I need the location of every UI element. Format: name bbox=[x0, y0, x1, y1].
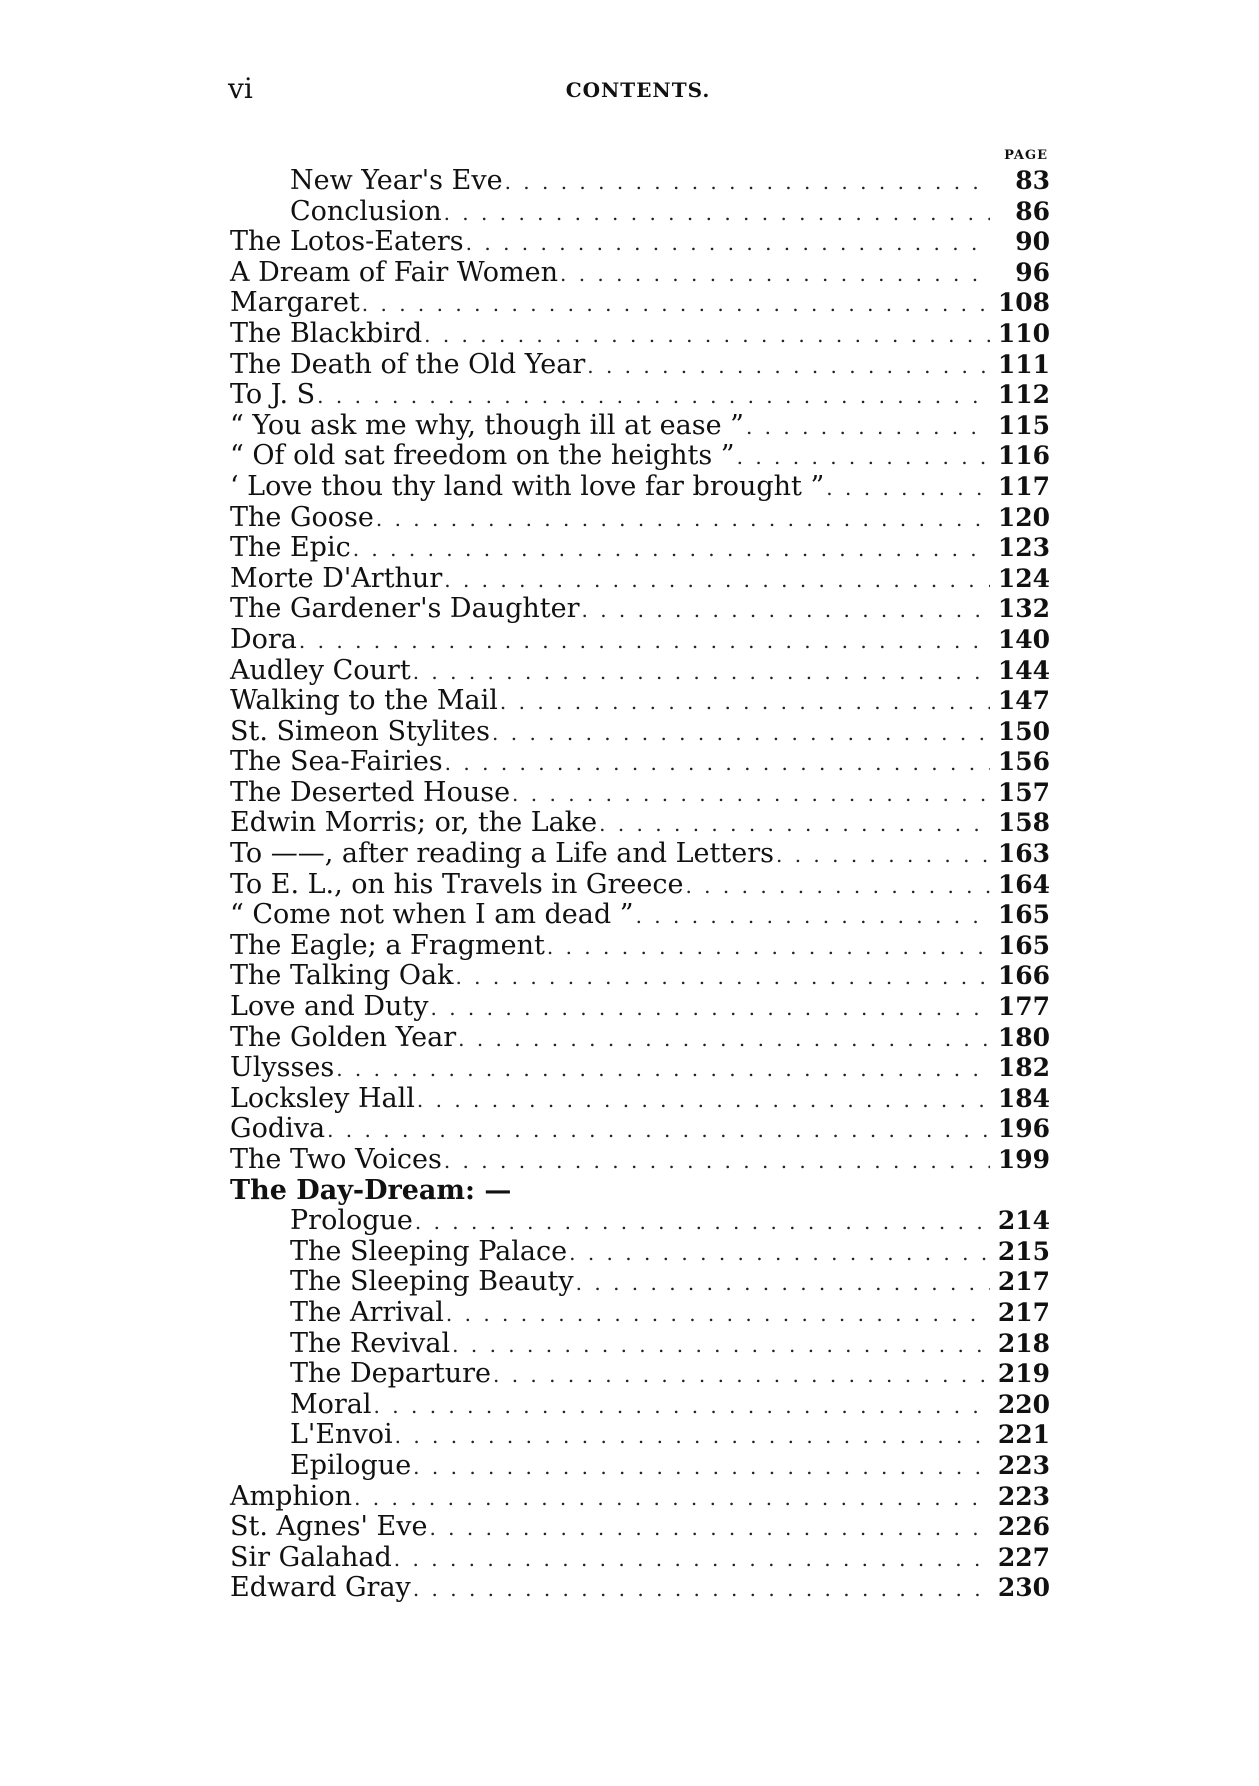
toc-entry-page: 220 bbox=[997, 1389, 1050, 1419]
dot-leader bbox=[336, 1054, 990, 1085]
toc-entry-title: The Day-Dream: — bbox=[230, 1174, 512, 1206]
toc-entry-title: “ Come not when I am dead ” bbox=[230, 899, 634, 931]
toc-entry-title: Margaret bbox=[230, 287, 360, 319]
toc-entry-title: Love and Duty bbox=[230, 991, 429, 1023]
toc-entry-page: 217 bbox=[997, 1267, 1050, 1297]
toc-entry-title: The Talking Oak bbox=[230, 960, 454, 992]
toc-entry-title: The Blackbird bbox=[230, 317, 423, 349]
dot-leader bbox=[413, 1574, 990, 1605]
toc-entry-title: The Goose bbox=[230, 501, 374, 533]
toc-entry bbox=[230, 931, 1050, 962]
toc-entry bbox=[230, 808, 1050, 839]
toc-entry-title: ‘ Love thou thy land with love far brought ” bbox=[230, 470, 825, 502]
dot-leader bbox=[452, 1330, 990, 1361]
toc-entry-title: The Death of the Old Year bbox=[230, 348, 586, 380]
toc-entry bbox=[230, 1145, 1050, 1176]
toc-entry bbox=[230, 656, 1050, 687]
dot-leader bbox=[776, 840, 990, 871]
toc-entry bbox=[230, 1237, 1050, 1268]
toc-entry bbox=[230, 1482, 1050, 1513]
toc-entry-page: 199 bbox=[997, 1145, 1050, 1174]
dot-leader bbox=[354, 1483, 990, 1514]
toc-entry-page: 164 bbox=[997, 869, 1050, 899]
dot-leader bbox=[587, 351, 990, 382]
toc-entry-page: 90 bbox=[1015, 227, 1050, 257]
toc-entry-page: 116 bbox=[997, 441, 1050, 471]
dot-leader bbox=[500, 687, 990, 718]
toc-entry-page: 124 bbox=[997, 563, 1050, 593]
toc-entry-page: 156 bbox=[997, 747, 1050, 777]
toc-entry-page: 132 bbox=[997, 594, 1050, 624]
toc-entry-page: 223 bbox=[997, 1481, 1050, 1511]
toc-entry-page: 110 bbox=[997, 318, 1050, 348]
toc-entry bbox=[230, 1573, 1050, 1604]
toc-entry-title: The Sea-Fairies bbox=[230, 746, 443, 778]
toc-entry-title: Sir Galahad bbox=[230, 1541, 392, 1573]
toc-entry-page: 215 bbox=[997, 1236, 1050, 1266]
toc-entry-title: Moral bbox=[290, 1388, 372, 1420]
toc-entry-page: 120 bbox=[997, 502, 1050, 532]
toc-entry-title: The Two Voices bbox=[230, 1144, 442, 1175]
toc-entry-title: Epilogue bbox=[290, 1449, 412, 1481]
toc-entries bbox=[230, 166, 1050, 1604]
toc-entry bbox=[230, 1084, 1050, 1115]
toc-entry bbox=[230, 961, 1050, 992]
toc-entry-title: The Epic bbox=[230, 532, 351, 564]
toc-entry bbox=[230, 1206, 1050, 1237]
toc-entry-page: 112 bbox=[997, 380, 1050, 410]
dot-leader bbox=[415, 1207, 990, 1238]
dot-leader bbox=[581, 595, 990, 626]
dot-leader bbox=[826, 473, 990, 504]
toc-entry-title: Audley Court bbox=[230, 654, 411, 686]
running-title: CONTENTS. bbox=[565, 78, 711, 102]
toc-entry bbox=[230, 1298, 1050, 1329]
toc-entry bbox=[230, 747, 1050, 778]
toc-entry-title: New Year's Eve bbox=[290, 165, 503, 196]
toc-entry-page: 111 bbox=[997, 349, 1050, 379]
dot-leader bbox=[466, 228, 990, 259]
dot-leader bbox=[569, 1238, 990, 1269]
toc-entry-title: Edward Gray bbox=[230, 1572, 411, 1604]
dot-leader bbox=[599, 809, 990, 840]
toc-entry-title: St. Simeon Stylites bbox=[230, 715, 491, 747]
toc-entry bbox=[230, 1023, 1050, 1054]
toc-entry bbox=[230, 717, 1050, 748]
toc-entry-page: 115 bbox=[997, 410, 1050, 440]
dot-leader bbox=[685, 871, 990, 902]
toc-entry bbox=[230, 350, 1050, 381]
toc-entry-title: “ Of old sat freedom on the heights ” bbox=[230, 440, 735, 472]
toc-entry-page: 147 bbox=[997, 686, 1050, 716]
toc-entry-page: 226 bbox=[997, 1512, 1050, 1542]
toc-entry-title: Morte D'Arthur bbox=[230, 562, 443, 594]
toc-entry bbox=[230, 1512, 1050, 1543]
dot-leader bbox=[376, 504, 990, 535]
toc-entry-page: 117 bbox=[997, 471, 1050, 501]
toc-entry-page: 86 bbox=[1015, 196, 1050, 226]
toc-entry-page: 196 bbox=[997, 1114, 1050, 1144]
toc-entry bbox=[230, 778, 1050, 809]
toc-entry-page: 218 bbox=[997, 1328, 1050, 1358]
toc-entry-title: To E. L., on his Travels in Greece bbox=[230, 868, 684, 900]
toc-entry bbox=[230, 441, 1050, 472]
table-of-contents bbox=[230, 146, 1050, 1604]
toc-entry bbox=[230, 594, 1050, 625]
dot-leader bbox=[576, 1268, 990, 1299]
toc-entry bbox=[230, 166, 1050, 197]
toc-entry-title: L'Envoi bbox=[290, 1419, 393, 1451]
page-header bbox=[228, 72, 1048, 112]
toc-entry bbox=[230, 1176, 1050, 1207]
toc-entry-page: 83 bbox=[1015, 166, 1050, 195]
toc-entry-page: 158 bbox=[997, 808, 1050, 838]
toc-entry-page: 96 bbox=[1015, 257, 1050, 287]
dot-leader bbox=[492, 718, 990, 749]
toc-entry-title: Edwin Morris; or, the Lake bbox=[230, 807, 598, 839]
dot-leader bbox=[362, 289, 990, 320]
toc-entry bbox=[230, 1359, 1050, 1390]
toc-entry bbox=[230, 839, 1050, 870]
toc-entry bbox=[230, 227, 1050, 258]
toc-entry-page: 165 bbox=[997, 930, 1050, 960]
dot-leader bbox=[299, 626, 990, 657]
dot-leader bbox=[444, 1146, 990, 1177]
dot-leader bbox=[424, 320, 990, 351]
toc-entry bbox=[230, 870, 1050, 901]
dot-leader bbox=[737, 442, 990, 473]
toc-entry-title: The Eagle; a Fragment bbox=[230, 929, 545, 961]
toc-entry bbox=[230, 1053, 1050, 1084]
toc-entry-title: Locksley Hall bbox=[230, 1082, 415, 1114]
dot-leader bbox=[444, 198, 990, 229]
toc-entry-page: 163 bbox=[997, 839, 1050, 869]
toc-entry-title: Amphion bbox=[230, 1480, 353, 1512]
toc-entry-page: 214 bbox=[997, 1206, 1050, 1236]
dot-leader bbox=[444, 565, 990, 596]
dot-leader bbox=[505, 167, 990, 198]
toc-entry bbox=[230, 258, 1050, 289]
toc-entry-title: The Departure bbox=[290, 1358, 491, 1390]
toc-entry-title: To ——, after reading a Life and Letters bbox=[230, 838, 774, 870]
dot-leader bbox=[374, 1391, 990, 1422]
toc-entry bbox=[230, 900, 1050, 931]
toc-entry-page: 166 bbox=[997, 961, 1050, 991]
dot-leader bbox=[493, 1360, 990, 1391]
toc-entry-page: 230 bbox=[997, 1573, 1050, 1603]
dot-leader bbox=[746, 412, 990, 443]
dot-leader bbox=[636, 901, 990, 932]
dot-leader bbox=[413, 657, 990, 688]
toc-entry-title: Conclusion bbox=[290, 195, 442, 227]
toc-entry bbox=[230, 1114, 1050, 1145]
toc-entry bbox=[230, 380, 1050, 411]
toc-entry-page: 140 bbox=[997, 624, 1050, 654]
toc-entry-title: The Sleeping Palace bbox=[290, 1235, 568, 1267]
toc-entry-page: 157 bbox=[997, 777, 1050, 807]
dot-leader bbox=[458, 1024, 990, 1055]
toc-entry bbox=[230, 288, 1050, 319]
toc-entry-title: The Gardener's Daughter bbox=[230, 593, 580, 625]
toc-entry-title: To J. S bbox=[230, 379, 316, 411]
toc-entry bbox=[230, 411, 1050, 442]
toc-entry-title: The Lotos-Eaters bbox=[230, 226, 464, 258]
toc-entry bbox=[230, 1543, 1050, 1574]
toc-entry-title: Dora bbox=[230, 623, 297, 655]
dot-leader bbox=[547, 932, 990, 963]
toc-entry-title: Ulysses bbox=[230, 1052, 335, 1084]
toc-entry-page: 180 bbox=[997, 1022, 1050, 1052]
toc-entry-page: 184 bbox=[997, 1083, 1050, 1113]
toc-entry-title: Godiva bbox=[230, 1113, 326, 1145]
toc-entry bbox=[230, 564, 1050, 595]
toc-entry-page: 182 bbox=[997, 1053, 1050, 1083]
toc-entry-page: 150 bbox=[997, 716, 1050, 746]
dot-leader bbox=[455, 962, 990, 993]
toc-entry-page: 165 bbox=[997, 900, 1050, 930]
toc-entry-page: 123 bbox=[997, 533, 1050, 563]
toc-entry-page: 227 bbox=[997, 1542, 1050, 1572]
dot-leader bbox=[317, 381, 990, 412]
dot-leader bbox=[353, 534, 990, 565]
dot-leader bbox=[431, 993, 991, 1024]
dot-leader bbox=[446, 1299, 990, 1330]
toc-entry bbox=[230, 503, 1050, 534]
toc-entry-page: 217 bbox=[997, 1297, 1050, 1327]
toc-entry bbox=[230, 1267, 1050, 1298]
dot-leader bbox=[394, 1544, 990, 1575]
toc-entry-title: Walking to the Mail bbox=[230, 685, 498, 717]
toc-entry bbox=[230, 197, 1050, 228]
toc-entry-page: 223 bbox=[997, 1450, 1050, 1480]
dot-leader bbox=[512, 779, 990, 810]
toc-entry-page: 108 bbox=[997, 288, 1050, 318]
toc-entry-title: St. Agnes' Eve bbox=[230, 1511, 428, 1543]
dot-leader bbox=[395, 1421, 990, 1452]
toc-entry-title: The Golden Year bbox=[230, 1021, 457, 1053]
toc-entry bbox=[230, 319, 1050, 350]
toc-entry bbox=[230, 1329, 1050, 1360]
dot-leader bbox=[429, 1513, 990, 1544]
dot-leader bbox=[560, 259, 990, 290]
toc-entry-title: “ You ask me why, though ill at ease ” bbox=[230, 409, 744, 441]
toc-entry bbox=[230, 686, 1050, 717]
toc-entry-title: The Deserted House bbox=[230, 776, 511, 808]
toc-entry-title: Prologue bbox=[290, 1205, 413, 1237]
toc-entry-page: 144 bbox=[997, 655, 1050, 685]
dot-leader bbox=[327, 1115, 990, 1146]
toc-entry-title: The Arrival bbox=[290, 1296, 444, 1328]
toc-entry-title: A Dream of Fair Women bbox=[230, 256, 558, 288]
toc-entry bbox=[230, 472, 1050, 503]
page-column-heading: PAGE bbox=[1004, 148, 1048, 163]
toc-entry bbox=[230, 992, 1050, 1023]
toc-entry bbox=[230, 1451, 1050, 1482]
dot-leader bbox=[417, 1085, 990, 1116]
dot-leader bbox=[413, 1452, 990, 1483]
toc-entry-page: 221 bbox=[997, 1420, 1050, 1450]
toc-entry bbox=[230, 1390, 1050, 1421]
toc-entry bbox=[230, 533, 1050, 564]
folio-page-number: vi bbox=[228, 72, 253, 105]
toc-entry-title: The Revival bbox=[290, 1327, 451, 1359]
toc-entry-title: The Sleeping Beauty bbox=[290, 1266, 574, 1298]
dot-leader bbox=[445, 748, 990, 779]
toc-entry-page: 177 bbox=[997, 992, 1050, 1022]
toc-entry bbox=[230, 1420, 1050, 1451]
toc-entry bbox=[230, 625, 1050, 656]
toc-entry-page: 219 bbox=[997, 1359, 1050, 1389]
